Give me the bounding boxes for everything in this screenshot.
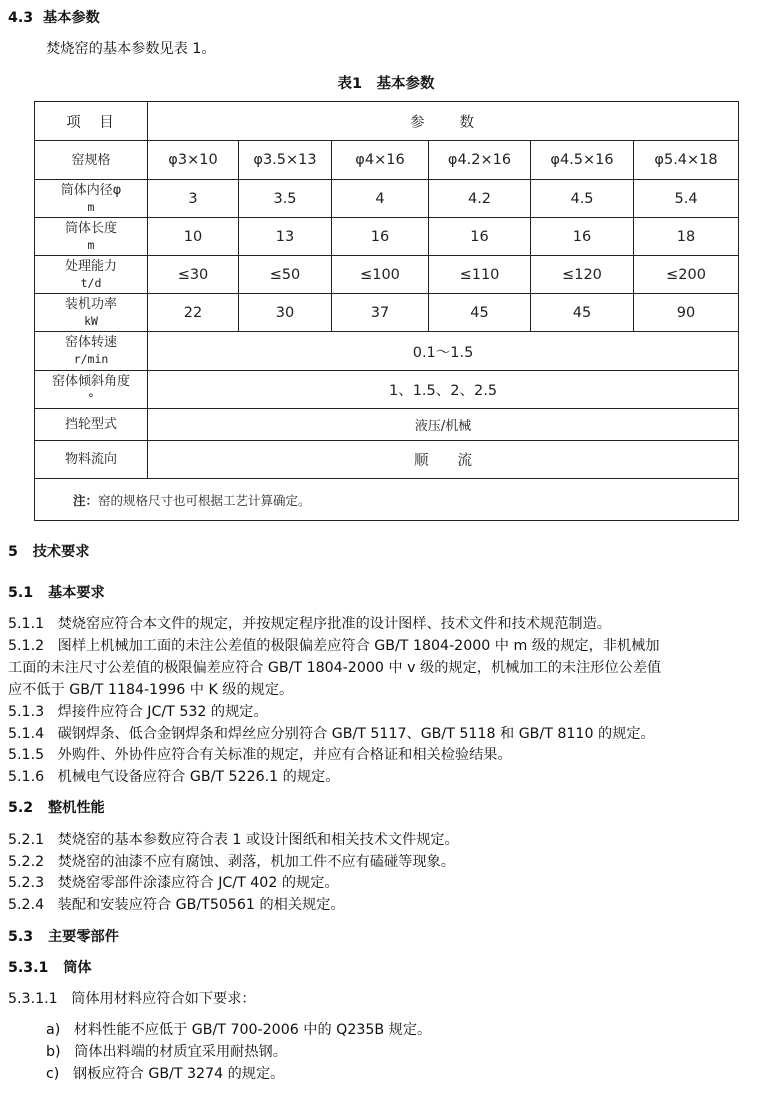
item-5-1-1: 5.1.1 焚烧窑应符合本文件的规定，并按规定程序批准的设计图样、技术文件和技术规范制造。 [8, 616, 611, 632]
row-label: 装机功率 kW [35, 294, 148, 332]
table-cell: ≤200 [634, 256, 739, 294]
row-label: 窑体转速 r/min [35, 332, 148, 371]
table-cell: 13 [239, 218, 332, 256]
table-cell: 22 [148, 294, 239, 332]
table-row [35, 141, 739, 180]
table-cell: φ5.4×18 [634, 141, 739, 180]
table-cell: 4.5 [531, 180, 634, 218]
table-cell: ≤120 [531, 256, 634, 294]
table-cell: φ3×10 [148, 141, 239, 180]
row-label: 筒体长度 m [35, 218, 148, 256]
table-row [35, 441, 739, 479]
table-cell: 5.4 [634, 180, 739, 218]
section-number: 4.3 [8, 10, 34, 26]
table-cell: φ3.5×13 [239, 141, 332, 180]
table-cell: 45 [429, 294, 531, 332]
table-row [35, 294, 739, 332]
table-header-row [35, 102, 739, 141]
row-label: 挡轮型式 [35, 409, 148, 441]
row-label: 物料流向 [35, 441, 148, 479]
item-5-2-3: 5.2.3 焚烧窑零部件涂漆应符合 JC/T 402 的规定。 [8, 875, 339, 891]
item-5-2-4: 5.2.4 装配和安装应符合 GB/T50561 的相关规定。 [8, 897, 345, 913]
item-5-3-1-1: 5.3.1.1 筒体用材料应符合如下要求： [8, 991, 256, 1007]
table-cell: 30 [239, 294, 332, 332]
item-5-1-2-cont: 工面的未注尺寸公差值的极限偏差应符合 GB/T 1804-2000 中 v 级的规定，机械加工的未注形位公差值 [8, 660, 662, 676]
section-5-2-heading: 5.2 整机性能 [8, 800, 105, 816]
table-cell: 16 [531, 218, 634, 256]
section-5-1-heading: 5.1 基本要求 [8, 585, 105, 601]
table-note: 注：窑的规格尺寸也可根据工艺计算确定。 [35, 479, 739, 521]
row-label: 处理能力 t/d [35, 256, 148, 294]
section-4-3-heading [8, 9, 100, 27]
list-item-a: a) 材料性能不应低于 GB/T 700-2006 中的 Q235B 规定。 [46, 1022, 432, 1038]
item-5-1-2: 5.1.2 图样上机械加工面的未注公差值的极限偏差应符合 GB/T 1804-2000 中 m 级的规定，非机械加 [8, 638, 660, 654]
row-label: 筒体内径φ m [35, 180, 148, 218]
table-row [35, 409, 739, 441]
table-cell: 3.5 [239, 180, 332, 218]
table-cell: 16 [332, 218, 429, 256]
table-cell: 16 [429, 218, 531, 256]
table-cell: ≤110 [429, 256, 531, 294]
header-params: 参 数 [148, 102, 739, 141]
table-cell: 90 [634, 294, 739, 332]
table-cell: 37 [332, 294, 429, 332]
row-label: 窑规格 [35, 141, 148, 180]
table-cell: 10 [148, 218, 239, 256]
table-caption: 表1 基本参数 [337, 76, 435, 92]
table-cell: ≤50 [239, 256, 332, 294]
item-5-1-3: 5.1.3 焊接件应符合 JC/T 532 的规定。 [8, 704, 268, 720]
item-5-2-1: 5.2.1 焚烧窑的基本参数应符合表 1 或设计图纸和相关技术文件规定。 [8, 832, 459, 848]
table-cell-span: 0.1～1.5 [148, 332, 739, 371]
table-cell: 18 [634, 218, 739, 256]
item-5-2-2: 5.2.2 焚烧窑的油漆不应有腐蚀、剥落，机加工件不应有磕碰等现象。 [8, 854, 455, 870]
table-row [35, 218, 739, 256]
table-cell: φ4.2×16 [429, 141, 531, 180]
item-5-1-2-cont: 应不低于 GB/T 1184-1996 中 K 级的规定。 [8, 682, 294, 698]
table-row [35, 180, 739, 218]
basic-parameters-table [34, 101, 739, 521]
table-cell-span: 顺 流 [148, 441, 739, 479]
table-row [35, 332, 739, 371]
table-cell: ≤30 [148, 256, 239, 294]
table-row [35, 371, 739, 409]
section-5-3-heading: 5.3 主要零部件 [8, 929, 119, 945]
section-title: 基本参数 [43, 10, 100, 26]
list-item-c: c) 钢板应符合 GB/T 3274 的规定。 [46, 1066, 285, 1082]
list-item-b: b) 筒体出料端的材质宜采用耐热钢。 [46, 1044, 287, 1060]
table-cell: 3 [148, 180, 239, 218]
table-cell: φ4.5×16 [531, 141, 634, 180]
table-cell-span: 1、1.5、2、2.5 [148, 371, 739, 409]
table-cell: 45 [531, 294, 634, 332]
section-5-heading: 5 技术要求 [8, 544, 90, 560]
item-5-1-6: 5.1.6 机械电气设备应符合 GB/T 5226.1 的规定。 [8, 769, 340, 785]
table-cell: φ4×16 [332, 141, 429, 180]
item-5-1-4: 5.1.4 碳钢焊条、低合金钢焊条和焊丝应分别符合 GB/T 5117、GB/T 5118 和 GB/T 8110 的规定。 [8, 726, 655, 742]
table-cell: 4.2 [429, 180, 531, 218]
section-5-3-1-heading: 5.3.1 筒体 [8, 960, 92, 976]
item-5-1-5: 5.1.5 外购件、外协件应符合有关标准的规定，并应有合格证和相关检验结果。 [8, 747, 512, 763]
table-cell: 4 [332, 180, 429, 218]
table-cell-span: 液压/机械 [148, 409, 739, 441]
section-4-3-intro: 焚烧窑的基本参数见表 1。 [46, 41, 216, 57]
table-note-row [35, 479, 739, 521]
table-cell: ≤100 [332, 256, 429, 294]
header-item: 项 目 [35, 102, 148, 141]
row-label: 窑体倾斜角度 ° [35, 371, 148, 409]
table-row [35, 256, 739, 294]
